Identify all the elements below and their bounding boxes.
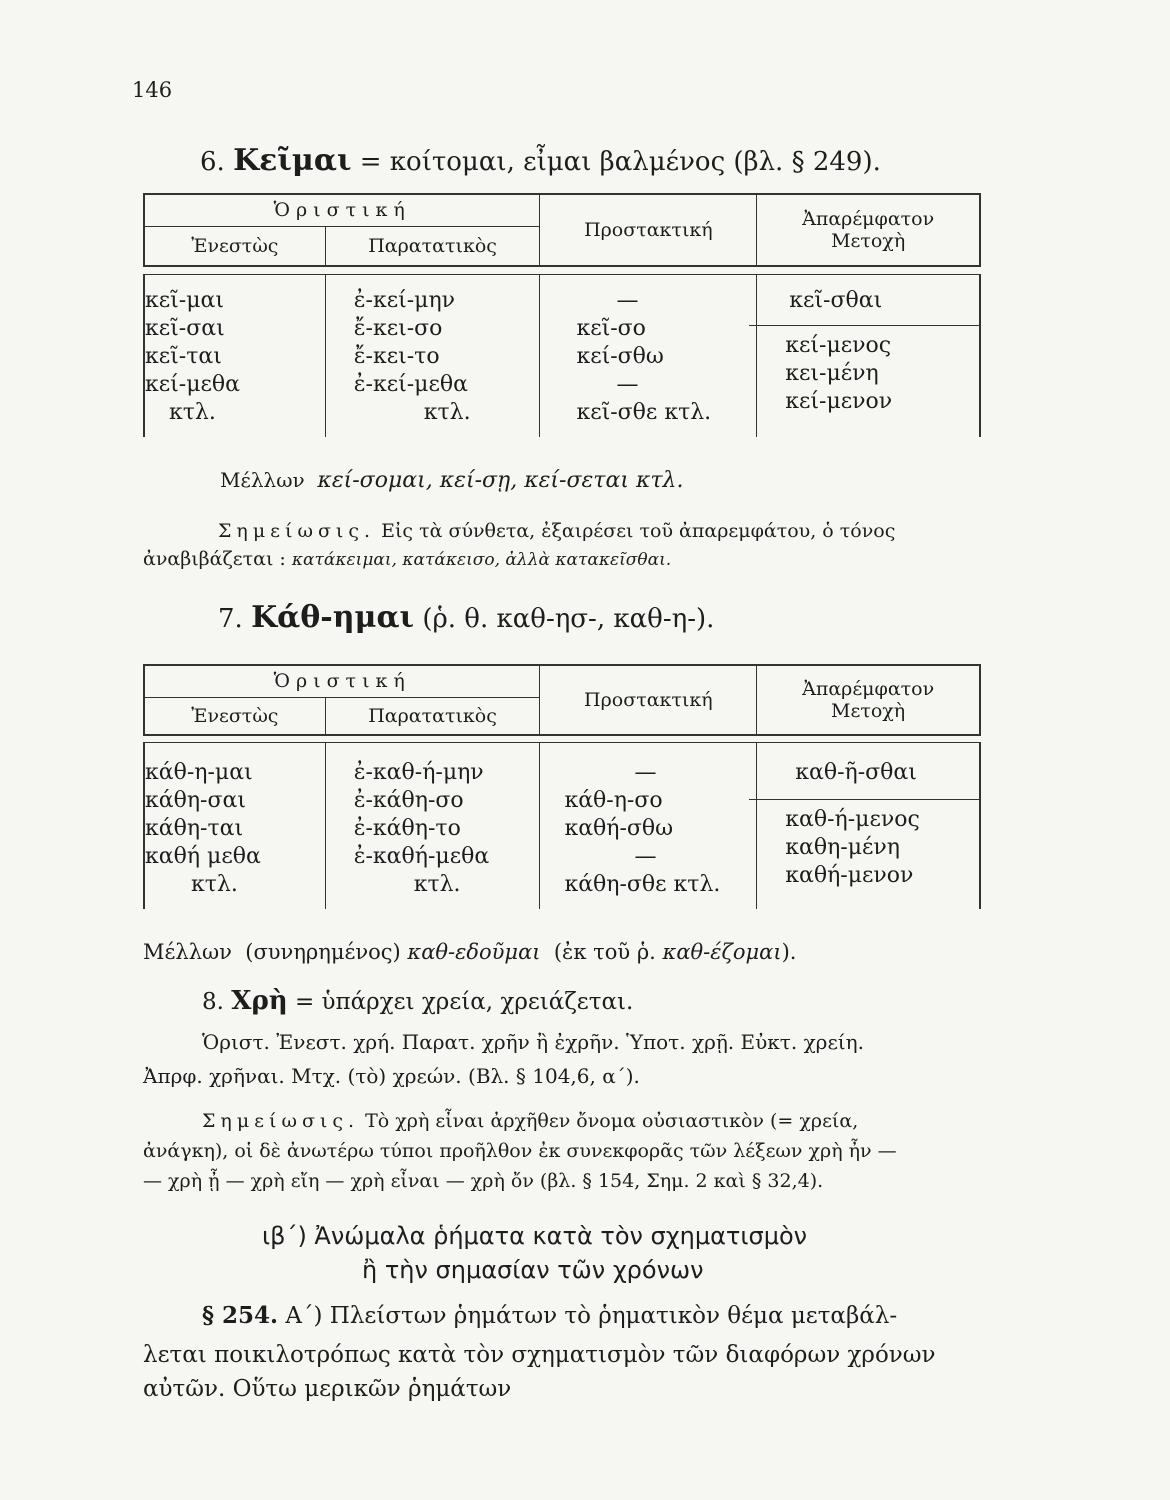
paratatikos-form: ἐ-κάθη-το bbox=[353, 816, 461, 841]
section-8-note-line2: ἀνάγκη), οἱ δὲ ἀνωτέρω τύποι προῆλθον ἐκ συνεκφορᾶς τῶν λέξεων χρὴ ἦν — bbox=[143, 1140, 897, 1162]
paratatikos-form: κτλ. bbox=[413, 872, 461, 897]
future-source-verb: καθ-έζομαι bbox=[662, 940, 782, 964]
paratatikos-form: ἐ-καθή-μεθα bbox=[353, 844, 490, 869]
chapter-title-line2: ἢ τὴν σημασίαν τῶν χρόνων bbox=[362, 1256, 704, 1284]
paragraph-text: Α΄) Πλείστων ῥημάτων τὸ ῥηματικὸν θέμα μεταβάλ- bbox=[285, 1303, 898, 1329]
paragraph-254-line2: λεται ποικιλοτρόπως κατὰ τὸν σχηματισμὸν τῶν διαφόρων χρόνων bbox=[143, 1342, 936, 1368]
section-7-future bbox=[143, 940, 796, 964]
header-paratatikos: Παρατατικὸς bbox=[368, 704, 497, 727]
enestos-form: κάθη-σαι bbox=[145, 788, 246, 813]
enestos-form: κεῖ-ται bbox=[145, 344, 222, 369]
paragraph-254-line1 bbox=[202, 1302, 897, 1329]
section-6-heading bbox=[200, 143, 881, 178]
paratatikos-form: ἔ-κει-σο bbox=[353, 316, 443, 341]
section-8-heading bbox=[202, 986, 633, 1016]
header-paratatikos: Παρατατικὸς bbox=[368, 234, 497, 257]
metochi-form: καθη-μένη bbox=[785, 835, 900, 860]
header-enestos: Ἐνεστὼς bbox=[191, 704, 279, 727]
enestos-form: κεί-μεθα bbox=[145, 372, 241, 397]
section-6-note-line1 bbox=[218, 520, 895, 542]
prostaktiki-form: — bbox=[616, 372, 639, 397]
note-label: Σημείωσις. bbox=[202, 1110, 360, 1132]
note-text: ἀναβιβάζεται : bbox=[143, 548, 286, 570]
note-examples: κατάκειμαι, κατάκεισο, ἀλλὰ κατακεῖσθαι. bbox=[291, 550, 672, 570]
header-prostaktiki: Προστακτική bbox=[584, 219, 713, 241]
prostaktiki-form: κεῖ-σο bbox=[576, 316, 646, 341]
prostaktiki-form: κεί-σθω bbox=[576, 344, 664, 369]
prostaktiki-form: — bbox=[634, 760, 657, 785]
enestos-form: κεῖ-σαι bbox=[145, 316, 225, 341]
prostaktiki-form: — bbox=[616, 288, 639, 313]
metochi-form: κεί-μενος bbox=[785, 333, 892, 358]
future-source: (ἐκ τοῦ ῥ. bbox=[553, 940, 656, 964]
paratatikos-form: ἐ-καθ-ή-μην bbox=[353, 760, 484, 785]
header-metochi: Μετοχὴ bbox=[831, 230, 906, 252]
paragraph-254-line3: αὐτῶν. Οὕτω μερικῶν ῥημάτων bbox=[143, 1376, 512, 1402]
section-7-heading bbox=[218, 600, 714, 635]
future-form: καθ-εδοῦμαι bbox=[407, 940, 541, 964]
header-oristiki: Ὁριστική bbox=[273, 199, 411, 222]
metochi-form: καθή-μενον bbox=[785, 863, 914, 888]
header-aparemfaton: Ἀπαρέμφατον bbox=[802, 208, 935, 230]
header-prostaktiki: Προστακτική bbox=[584, 689, 713, 711]
section-8-number: 8. bbox=[202, 989, 224, 1015]
section-6-note-line2 bbox=[143, 548, 671, 570]
aparemfaton-form: καθ-ῆ-σθαι bbox=[749, 759, 979, 800]
section-8-gloss: = ὑπάρχει χρεία, χρειάζεται. bbox=[294, 989, 634, 1015]
metochi-form: καθ-ή-μενος bbox=[785, 807, 920, 832]
paratatikos-form: ἔ-κει-το bbox=[353, 344, 440, 369]
section-8-note-line1 bbox=[202, 1110, 858, 1132]
section-6-future bbox=[220, 468, 683, 493]
page-number: 146 bbox=[132, 78, 173, 102]
prostaktiki-form: — bbox=[634, 844, 657, 869]
enestos-form: κάθ-η-μαι bbox=[145, 760, 253, 785]
conjugation-table-keimai bbox=[143, 193, 981, 437]
enestos-form: κτλ. bbox=[191, 872, 238, 897]
note-label: Σημείωσις. bbox=[218, 520, 376, 542]
header-oristiki: Ὁριστική bbox=[273, 670, 411, 693]
conjugation-table-kathemai bbox=[143, 664, 981, 909]
section-8-verb: Χρὴ bbox=[231, 986, 288, 1016]
future-label: Μέλλων bbox=[220, 468, 305, 492]
future-paren: (συνηρημένος) bbox=[245, 940, 401, 964]
header-enestos: Ἐνεστὼς bbox=[191, 234, 279, 257]
prostaktiki-form: κάθ-η-σο bbox=[564, 788, 663, 813]
metochi-form: κεί-μενον bbox=[785, 389, 893, 414]
section-6-number: 6. bbox=[200, 147, 225, 177]
enestos-form: κάθη-ται bbox=[145, 816, 244, 841]
enestos-form: κτλ. bbox=[169, 400, 216, 425]
section-8-forms-line1: Ὁριστ. Ἐνεστ. χρή. Παρατ. χρῆν ἢ ἐχρῆν. Ὑποτ. χρῇ. Εὐκτ. χρείη. bbox=[202, 1030, 864, 1054]
paragraph-number: § 254. bbox=[202, 1302, 279, 1329]
prostaktiki-form: κεῖ-σθε κτλ. bbox=[576, 400, 712, 425]
note-text: Εἰς τὰ σύνθετα, ἐξαιρέσει τοῦ ἀπαρεμφάτου, ὁ τόνος bbox=[381, 520, 896, 542]
section-7-gloss: (ῥ. θ. καθ-ησ-, καθ-η-). bbox=[422, 604, 715, 634]
future-label: Μέλλων bbox=[143, 940, 232, 964]
enestos-form: κεῖ-μαι bbox=[145, 288, 224, 313]
section-6-gloss: = κοίτομαι, εἶμαι βαλμένος (βλ. § 249). bbox=[359, 147, 881, 177]
prostaktiki-form: κάθη-σθε κτλ. bbox=[564, 872, 721, 897]
section-8-note-line3: — χρὴ ᾖ — χρὴ εἴη — χρὴ εἶναι — χρὴ ὄν (βλ. § 154, Σημ. 2 καὶ § 32,4). bbox=[143, 1170, 824, 1192]
metochi-form: κει-μένη bbox=[785, 361, 879, 386]
paratatikos-form: ἐ-κεί-μην bbox=[353, 288, 456, 313]
section-7-number: 7. bbox=[218, 604, 243, 634]
section-8-forms-line2: Ἀπρφ. χρῆναι. Μτχ. (τὸ) χρεών. (Βλ. § 104,6, α΄). bbox=[143, 1064, 640, 1088]
header-metochi: Μετοχὴ bbox=[831, 700, 906, 722]
paratatikos-form: κτλ. bbox=[423, 400, 471, 425]
paratatikos-form: ἐ-κεί-μεθα bbox=[353, 372, 468, 397]
section-7-verb: Κάθ-ημαι bbox=[251, 600, 415, 635]
enestos-form: καθή μεθα bbox=[145, 844, 261, 869]
section-6-verb: Κεῖμαι bbox=[233, 143, 352, 178]
prostaktiki-form: καθή-σθω bbox=[564, 816, 674, 841]
header-aparemfaton: Ἀπαρέμφατον bbox=[802, 678, 935, 700]
aparemfaton-form: κεῖ-σθαι bbox=[749, 287, 979, 326]
future-source-end: ). bbox=[781, 940, 797, 964]
note-text: Τὸ χρὴ εἶναι ἀρχῆθεν ὄνομα οὐσιαστικὸν (= χρεία, bbox=[365, 1110, 859, 1132]
chapter-title-line1: ιβ΄) Ἀνώμαλα ῥήματα κατὰ τὸν σχηματισμὸν bbox=[262, 1222, 808, 1250]
paratatikos-form: ἐ-κάθη-σο bbox=[353, 788, 464, 813]
future-forms: κεί-σομαι, κεί-σῃ, κεί-σεται κτλ. bbox=[317, 468, 684, 493]
